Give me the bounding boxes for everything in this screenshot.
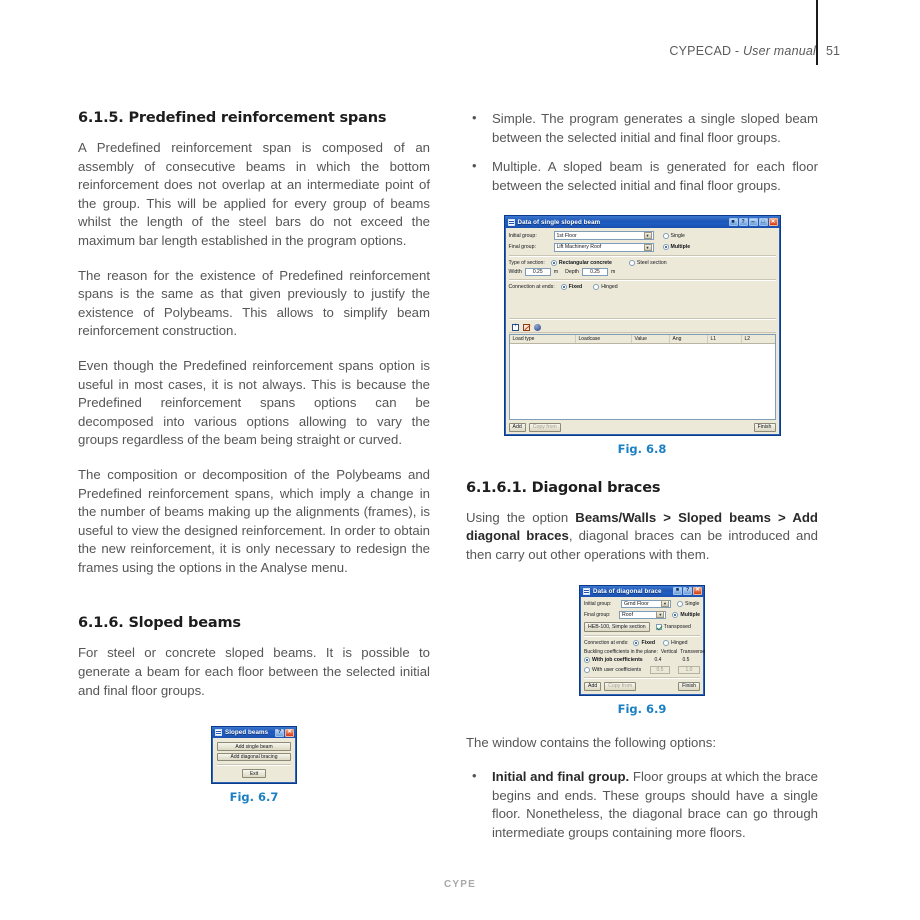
column-header-l1: L1 — [708, 335, 742, 343]
connection-at-ends-row — [584, 640, 700, 646]
column-header-vertical: Vertical — [660, 648, 678, 655]
footer-brand: CYPE — [443, 879, 477, 890]
rectangular-concrete-radio[interactable] — [551, 260, 612, 266]
loads-table-header — [510, 335, 775, 344]
heading-diagonal-braces: 6.1.6.1. Diagonal braces — [466, 479, 661, 496]
checkbox-icon — [656, 624, 662, 630]
final-group-value: Roof — [622, 611, 634, 618]
heading-sloped-beams: 6.1.6. Sloped beams — [78, 615, 241, 632]
width-unit: m — [553, 269, 559, 276]
initial-group-select[interactable] — [621, 600, 671, 609]
connection-hinged-radio[interactable] — [593, 284, 617, 290]
mode-single-radio[interactable] — [663, 233, 685, 239]
radio-dot-icon — [584, 667, 590, 673]
list-item-multiple: • Multiple. A sloped beam is generated for each floor between the selected initial and final floor groups. — [466, 158, 818, 195]
dialog-titlebar[interactable] — [505, 216, 780, 228]
figure-6-8 — [466, 215, 818, 456]
footer-left-buttons — [584, 682, 636, 691]
section-select-button[interactable]: HEB-100, Simple section — [584, 622, 650, 632]
buckling-label: Buckling coefficients in the plane: — [584, 648, 658, 655]
left-column — [78, 110, 430, 804]
column-header-ang: Ang — [670, 335, 708, 343]
copy-from-button: Copy from — [604, 682, 636, 691]
radio-dot-icon — [633, 640, 639, 646]
steel-section-radio[interactable] — [629, 260, 667, 266]
type-of-section-row — [509, 260, 776, 266]
edit-load-icon[interactable] — [523, 324, 530, 331]
divider — [217, 764, 291, 766]
final-group-select[interactable] — [619, 611, 666, 620]
radio-dot-icon — [584, 657, 590, 663]
list-item-initial-and-final-group — [466, 768, 818, 842]
dialog-body — [505, 228, 780, 435]
initial-group-row — [509, 231, 776, 240]
option-initial-final-group-text: Floor groups at which the brace begins and ends. These groups should have a single floor. Nonetheless, the diagonal brace can go through intermediate groups containing more floors. — [492, 769, 818, 841]
final-group-value: Lift Machinery Roof — [556, 244, 602, 251]
user-transverse-input[interactable]: 1.0 — [678, 666, 700, 674]
window-menu-icon[interactable] — [215, 729, 222, 736]
add-button[interactable]: Add — [584, 682, 601, 691]
figure-caption-6-8: Fig. 6.8 — [617, 441, 667, 456]
buckling-header-row — [584, 648, 706, 655]
dialog-body — [580, 597, 704, 695]
titlebar-buttons — [275, 729, 294, 737]
dialog-sloped-beams[interactable] — [211, 726, 297, 784]
copy-from-button: Copy from — [529, 423, 561, 432]
paragraph-predefined-span-definition: A Predefined reinforcement span is composed of an assembly of consecutive beams in which the bottom reinforcement does not overlap at an intermediate point of the group. This will be applied for every group of beams whilst the length of the steel bars do not exceed the maximum bar length established in the program options. — [78, 140, 430, 248]
width-input[interactable]: 0.25 — [525, 268, 551, 276]
user-coefficients-row — [584, 666, 700, 674]
connection-at-ends-row — [509, 284, 776, 290]
figure-6-9 — [466, 585, 818, 716]
sloped-beam-mode-list — [466, 110, 818, 195]
close-button-icon[interactable]: ✕ — [769, 218, 778, 226]
section-spacer — [78, 593, 430, 615]
paragraph-sloped-beams-intro: For steel or concrete sloped beams. It is possible to generate a beam for each floor between the selected initial and final floor groups. — [78, 645, 430, 698]
section-row — [584, 622, 700, 632]
right-column — [466, 110, 818, 843]
diagonal-braces-text-post: , diagonal braces can be introduced and then carry out other operations with them. — [466, 528, 818, 563]
job-coefficients-row — [584, 657, 700, 663]
help-button-icon[interactable]: ? — [683, 587, 692, 595]
close-button-icon[interactable]: ✕ — [693, 587, 702, 595]
titlebar-buttons — [673, 587, 702, 595]
column-header-l2: L2 — [744, 335, 751, 342]
width-label: Width — [508, 269, 522, 276]
user-coefficients-radio[interactable] — [584, 667, 647, 673]
dialog-titlebar[interactable] — [212, 727, 296, 738]
figure-caption-6-7: Fig. 6.7 — [229, 789, 279, 804]
radio-dot-icon — [593, 284, 599, 290]
finish-button[interactable]: Finish — [678, 682, 700, 691]
final-group-row — [584, 611, 700, 620]
depth-label: Depth — [565, 269, 579, 276]
paragraph-window-options-intro: The window contains the following options: — [466, 734, 716, 750]
steel-section-label: Steel section — [636, 259, 667, 266]
transposed-label: Transposed — [663, 624, 691, 631]
initial-group-select[interactable] — [554, 231, 654, 240]
mode-single-label: Single — [670, 232, 685, 239]
chevron-down-icon[interactable]: ▼ — [661, 600, 669, 607]
divider — [509, 255, 776, 257]
radio-dot-icon — [663, 233, 669, 239]
divider — [584, 677, 700, 679]
option-initial-final-group-title: Initial and final group. — [492, 769, 630, 785]
figure-6-7 — [78, 726, 430, 804]
radio-dot-icon — [677, 601, 683, 607]
chevron-down-icon[interactable]: ▼ — [656, 611, 664, 618]
initial-group-value: 1st Floor — [556, 232, 577, 239]
help-button-icon[interactable]: ? — [739, 218, 748, 226]
dialog-data-of-diagonal-brace[interactable] — [579, 585, 705, 696]
close-button-icon[interactable]: ✕ — [285, 729, 294, 737]
final-group-select[interactable] — [554, 243, 654, 252]
dialog-body — [212, 738, 296, 783]
column-header-load-type: Load type — [510, 335, 576, 343]
dialog-empty-space — [509, 293, 776, 315]
dialog-footer — [584, 682, 700, 691]
exit-button-row — [217, 769, 291, 778]
header-title-doc: User manual — [742, 44, 816, 58]
paragraph-composition-decomposition: The composition or decomposition of the Polybeams and Predefined reinforcement spans, which imply a change in the number of beams making up the alignments (frames), is useful to view the designed reinforcement. In order to obtain the new reinforcement, it is only necessary to redesign the frames using the options in the Analyse menu. — [78, 466, 430, 575]
list-item-simple: • Simple. The program generates a single sloped beam between the selected initial and final floor groups. — [466, 110, 818, 147]
column-header-loadcase: Loadcase — [576, 335, 632, 343]
dialog-title: Data of single sloped beam — [517, 218, 601, 226]
finish-button[interactable]: Finish — [754, 423, 776, 432]
job-coefficients-radio[interactable] — [584, 657, 644, 663]
divider — [509, 279, 776, 281]
titlebar-buttons — [729, 218, 778, 226]
depth-input[interactable]: 0.25 — [582, 268, 608, 276]
paragraph-decomposition-options: Even though the Predefined reinforcement spans option is useful in most cases, it is not always. This is because the Predefined reinforcement spans options can be decomposed into various options allowing to vary the groups regardless of the beam being straight or curved. — [78, 357, 430, 448]
page-header — [0, 0, 920, 70]
diagonal-brace-options-list — [466, 768, 818, 842]
mode-multiple-label: Multiple — [670, 244, 691, 251]
rectangular-concrete-label: Rectangular concrete — [558, 259, 612, 266]
connection-at-ends-label: Connection at ends: — [508, 284, 555, 291]
radio-dot-icon — [629, 260, 635, 266]
mode-multiple-radio[interactable] — [672, 612, 700, 618]
heading-predefined-reinforcement-spans: 6.1.5. Predefined reinforcement spans — [78, 110, 387, 126]
radio-dot-icon — [561, 284, 567, 290]
loads-toolbar — [509, 323, 776, 333]
add-button[interactable]: Add — [509, 423, 526, 432]
connection-at-ends-label: Connection at ends: — [584, 640, 629, 647]
pin-button-icon[interactable]: ■ — [673, 587, 682, 595]
window-menu-icon[interactable] — [583, 588, 590, 595]
page-number: 51 — [826, 44, 840, 58]
pin-button-icon[interactable]: ■ — [729, 218, 738, 226]
initial-group-label: Initial group: — [508, 232, 537, 239]
add-load-icon[interactable] — [512, 324, 519, 331]
radio-dot-icon — [672, 612, 678, 618]
help-button-icon[interactable]: ? — [275, 729, 284, 737]
diagonal-braces-text-pre: Using the option — [466, 509, 576, 525]
radio-dot-icon — [663, 640, 669, 646]
initial-group-value: Grnd Floor — [624, 600, 649, 607]
job-transverse-value: 0.5 — [682, 657, 690, 664]
chevron-down-icon[interactable]: ▼ — [644, 232, 652, 239]
add-diagonal-bracing-button[interactable]: Add diagonal bracing — [217, 753, 291, 762]
dimensions-row — [509, 268, 776, 276]
minimize-button-icon[interactable]: – — [749, 218, 758, 226]
user-coefficients-label: With user coefficients — [592, 666, 642, 673]
initial-group-label: Initial group: — [584, 600, 612, 607]
dialog-titlebar[interactable] — [580, 586, 704, 597]
loads-table[interactable] — [509, 334, 776, 420]
user-vertical-input[interactable]: 0.5 — [650, 666, 670, 674]
page-footer — [0, 879, 920, 890]
mode-multiple-radio[interactable] — [663, 244, 691, 250]
paragraph-reason-for-existence: The reason for the existence of Predefined reinforcement spans is the same as that given previously to justify the existence of Polybeams. This allows to simplify beam reinforcement construction. — [78, 267, 430, 339]
mode-multiple-label: Multiple — [680, 611, 700, 618]
column-header-value: Value — [632, 335, 670, 343]
dialog-footer — [509, 423, 776, 432]
globe-icon[interactable] — [534, 324, 541, 331]
footer-left-buttons — [509, 423, 561, 432]
exit-button[interactable]: Exit — [242, 769, 266, 778]
connection-fixed-label: Fixed — [568, 284, 583, 291]
connection-fixed-radio[interactable] — [561, 284, 583, 290]
chevron-down-icon[interactable]: ▼ — [644, 244, 652, 251]
maximize-button-icon[interactable]: □ — [759, 218, 768, 226]
initial-group-row — [584, 600, 700, 609]
window-menu-icon[interactable] — [508, 219, 515, 226]
radio-dot-icon — [663, 244, 669, 250]
header-vertical-rule — [816, 0, 818, 65]
connection-hinged-label: Hinged — [671, 640, 688, 647]
job-vertical-value: 0.4 — [654, 657, 662, 664]
dialog-data-of-single-sloped-beam[interactable] — [504, 215, 781, 436]
transposed-checkbox[interactable] — [656, 624, 691, 630]
header-title-product: CYPECAD - — [669, 44, 743, 58]
type-of-section-label: Type of section: — [508, 259, 545, 266]
radio-dot-icon — [551, 260, 557, 266]
divider — [584, 635, 700, 637]
dialog-title: Data of diagonal brace — [593, 587, 662, 595]
final-group-row — [509, 243, 776, 252]
connection-fixed-radio[interactable] — [633, 640, 655, 646]
divider — [509, 318, 776, 320]
diagonal-braces-menu-path: Beams/Walls > Sloped beams > Add diagonal braces — [466, 509, 818, 544]
mode-single-label: Single — [685, 600, 700, 607]
column-header-transverse: Transverse — [680, 648, 706, 655]
connection-hinged-radio[interactable] — [663, 640, 687, 646]
figure-caption-6-9: Fig. 6.9 — [617, 701, 667, 716]
connection-fixed-label: Fixed — [641, 640, 656, 647]
connection-hinged-label: Hinged — [601, 284, 618, 291]
header-title — [669, 44, 816, 58]
paragraph-diagonal-braces-intro — [466, 509, 818, 565]
add-single-beam-button[interactable]: Add single beam — [217, 742, 291, 751]
final-group-label: Final group: — [508, 244, 536, 251]
depth-unit: m — [610, 269, 616, 276]
final-group-label: Final group: — [584, 611, 611, 618]
mode-single-radio[interactable] — [677, 601, 699, 607]
dialog-title: Sloped beams — [225, 729, 269, 737]
job-coefficients-label: With job coefficients — [592, 657, 643, 664]
